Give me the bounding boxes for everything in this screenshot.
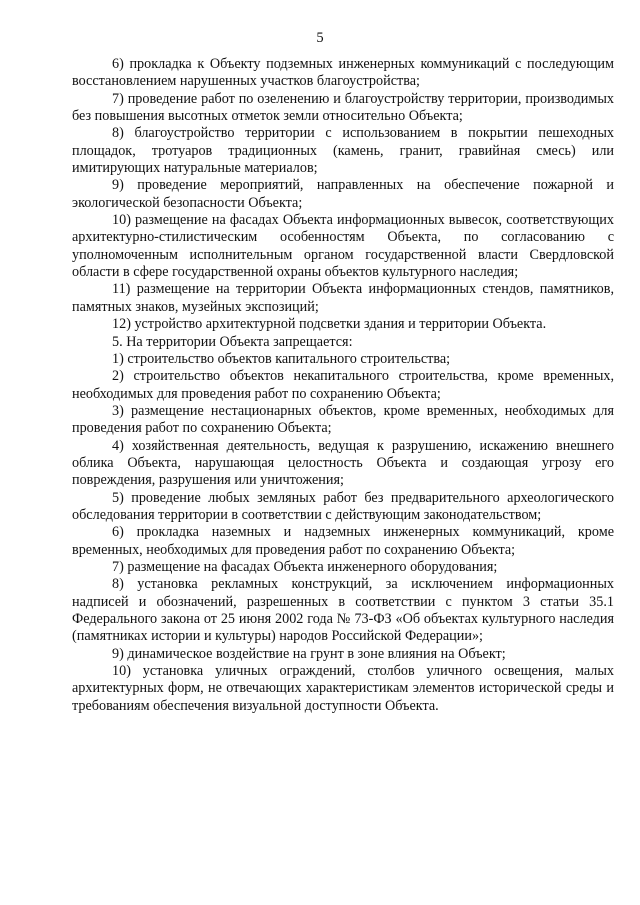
- paragraph: 5) проведение любых земляных работ без предварительного археологического обследования территории в соответствии с действующим законодательством;: [72, 489, 614, 523]
- paragraph: 4) хозяйственная деятельность, ведущая к разрушению, искажению внешнего облика Объекта, нарушающая целостность Объекта и создающая угрозу его повреждения, разрушения или уничтожения;: [72, 437, 614, 489]
- paragraph: 9) проведение мероприятий, направленных на обеспечение пожарной и экологической безопасности Объекта;: [72, 177, 614, 211]
- paragraph: 8) благоустройство территории с использованием в покрытии пешеходных площадок, тротуаров традиционных (камень, гранит, гравийная смесь) или имитирующих натуральные материалов;: [72, 125, 614, 177]
- section-heading: 5. На территории Объекта запрещается:: [112, 333, 353, 350]
- paragraph: 7) размещение на фасадах Объекта инженерного оборудования;: [112, 558, 498, 575]
- document-body: [72, 56, 614, 715]
- paragraph: 2) строительство объектов некапитального строительства, кроме временных, необходимых для проведения работ по сохранению Объекта;: [72, 368, 614, 402]
- paragraph: 6) прокладка наземных и надземных инженерных коммуникаций, кроме временных, необходимых для проведения работ по сохранению Объекта;: [72, 524, 614, 558]
- paragraph: 3) размещение нестационарных объектов, кроме временных, необходимых для проведения работ по сохранению Объекта;: [72, 402, 614, 437]
- paragraph: 10) размещение на фасадах Объекта информационных вывесок, соответствующих архитектурно-стилистическим особенностям Объекта, по согласованию с уполномоченным исполнительным органом государственной власти Свердловской области в сфере государственной охраны объектов культурного наследия;: [72, 212, 614, 281]
- paragraph: 1) строительство объектов капитального строительства;: [112, 350, 451, 367]
- paragraph: 6) прокладка к Объекту подземных инженерных коммуникаций с последующим восстановлением нарушенных участков благоустройства;: [72, 56, 614, 90]
- paragraph: 8) установка рекламных конструкций, за исключением информационных надписей и обозначений, разрешенных в соответствии с пунктом 3 статьи 35.1 Федерального закона от 25 июня 2002 года № 73-ФЗ «Об объектах культурного наследия (памятниках истории и культуры) народов Российской Федерации»;: [72, 576, 614, 645]
- paragraph: 12) устройство архитектурной подсветки здания и территории Объекта.: [112, 316, 547, 333]
- page-number: 5: [316, 30, 324, 46]
- paragraph: 9) динамическое воздействие на грунт в зоне влияния на Объект;: [112, 645, 506, 662]
- paragraph: 11) размещение на территории Объекта информационных стендов, памятников, памятных знаков, музейных экспозиций;: [72, 281, 614, 315]
- paragraph: 7) проведение работ по озеленению и благоустройству территории, производимых без повышения высотных отметок земли относительно Объекта;: [72, 90, 614, 125]
- paragraph: 10) установка уличных ограждений, столбов уличного освещения, малых архитектурных форм, не отвечающих характеристикам элементов исторической среды и требованиям обеспечения визуальной доступности Объекта.: [72, 663, 614, 714]
